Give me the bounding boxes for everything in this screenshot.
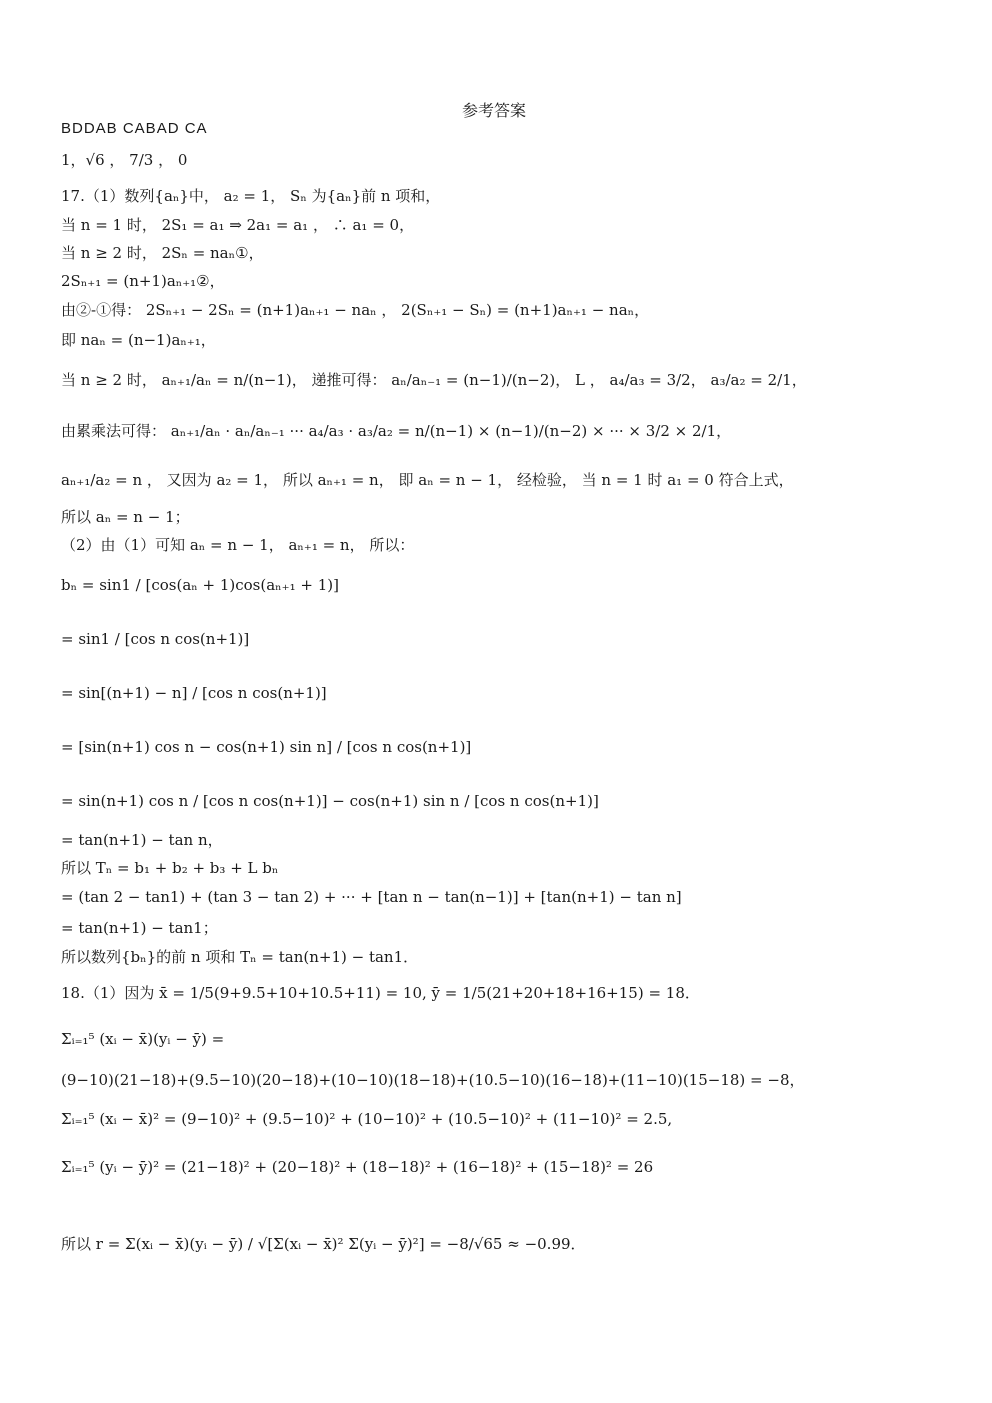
fill-answers: 1，√6 ， 7/3 ， 0 — [61, 151, 188, 169]
q18-line: Σᵢ₌₁⁵ (xᵢ − x̄)(yᵢ − ȳ) = — [61, 1030, 225, 1048]
q17-line: 17.（1）数列{aₙ}中， a₂ = 1， Sₙ 为{aₙ}前 n 项和， — [61, 187, 441, 205]
q17-line: 当 n ≥ 2 时， aₙ₊₁/aₙ = n/(n−1)， 递推可得： aₙ/aₙ₋₁ = (n−1)/(n−2)， L ， a₄/a₃ = 3/2， a₃/a₂ = 2/1， — [61, 371, 807, 389]
mc-answers: BDDAB CABAD CA — [61, 120, 208, 137]
q18-line: (9−10)(21−18)+(9.5−10)(20−18)+(10−10)(18−18)+(10.5−10)(16−18)+(11−10)(15−18) = −8， — [61, 1071, 805, 1089]
q17-line: = sin(n+1) cos n / [cos n cos(n+1)] − cos(n+1) sin n / [cos n cos(n+1)] — [61, 792, 599, 810]
q17-line: 所以 aₙ = n − 1； — [61, 508, 190, 526]
q17-line: 由累乘法可得： aₙ₊₁/aₙ · aₙ/aₙ₋₁ ··· a₄/a₃ · a₃/a₂ = n/(n−1) × (n−1)/(n−2) × ··· × 3/2 × 2/1， — [61, 422, 732, 440]
q18-line: 18.（1）因为 x̄ = 1/5(9+9.5+10+10.5+11) = 10, ȳ = 1/5(21+20+18+16+15) = 18． — [61, 984, 700, 1002]
q17-line: = tan(n+1) − tan1； — [61, 919, 218, 937]
q17-line: = sin1 / [cos n cos(n+1)] — [61, 630, 250, 648]
q17-line: 所以数列{bₙ}的前 n 项和 Tₙ = tan(n+1) − tan1． — [61, 948, 419, 966]
q17-line: = [sin(n+1) cos n − cos(n+1) sin n] / [cos n cos(n+1)] — [61, 738, 472, 756]
q17-line: 由②-①得： 2Sₙ₊₁ − 2Sₙ = (n+1)aₙ₊₁ − naₙ ， 2(Sₙ₊₁ − Sₙ) = (n+1)aₙ₊₁ − naₙ， — [61, 301, 650, 319]
q17-line: = tan(n+1) − tan n， — [61, 831, 223, 849]
q17-line: 当 n ≥ 2 时， 2Sₙ = naₙ①， — [61, 244, 264, 262]
q18-line: 所以 r = Σ(xᵢ − x̄)(yᵢ − ȳ) / √[Σ(xᵢ − x̄)² Σ(yᵢ − ȳ)²] = −8/√65 ≈ −0.99． — [61, 1235, 586, 1253]
q17-line: = sin[(n+1) − n] / [cos n cos(n+1)] — [61, 684, 327, 702]
q17-line: 2Sₙ₊₁ = (n+1)aₙ₊₁②， — [61, 272, 225, 290]
q17-line: bₙ = sin1 / [cos(aₙ + 1)cos(aₙ₊₁ + 1)] — [61, 576, 339, 594]
q17-line: （2）由（1）可知 aₙ = n − 1， aₙ₊₁ = n， 所以： — [61, 536, 415, 554]
q17-line: = (tan 2 − tan1) + (tan 3 − tan 2) + ··· + [tan n − tan(n−1)] + [tan(n+1) − tan n] — [61, 888, 682, 906]
page-title: 参考答案 — [462, 101, 527, 120]
q17-line: 即 naₙ = (n−1)aₙ₊₁， — [61, 331, 216, 349]
q18-line: Σᵢ₌₁⁵ (yᵢ − ȳ)² = (21−18)² + (20−18)² + (18−18)² + (16−18)² + (15−18)² = 26 — [61, 1158, 654, 1176]
q17-line: 所以 Tₙ = b₁ + b₂ + b₃ + L bₙ — [61, 859, 279, 877]
q18-line: Σᵢ₌₁⁵ (xᵢ − x̄)² = (9−10)² + (9.5−10)² + (10−10)² + (10.5−10)² + (11−10)² = 2.5, — [61, 1110, 673, 1128]
q17-line: 当 n = 1 时， 2S₁ = a₁ ⇒ 2a₁ = a₁ ， ∴ a₁ = 0， — [61, 216, 415, 234]
q17-line: aₙ₊₁/a₂ = n ， 又因为 a₂ = 1， 所以 aₙ₊₁ = n， 即 aₙ = n − 1， 经检验， 当 n = 1 时 a₁ = 0 符合上式， — [61, 471, 794, 489]
